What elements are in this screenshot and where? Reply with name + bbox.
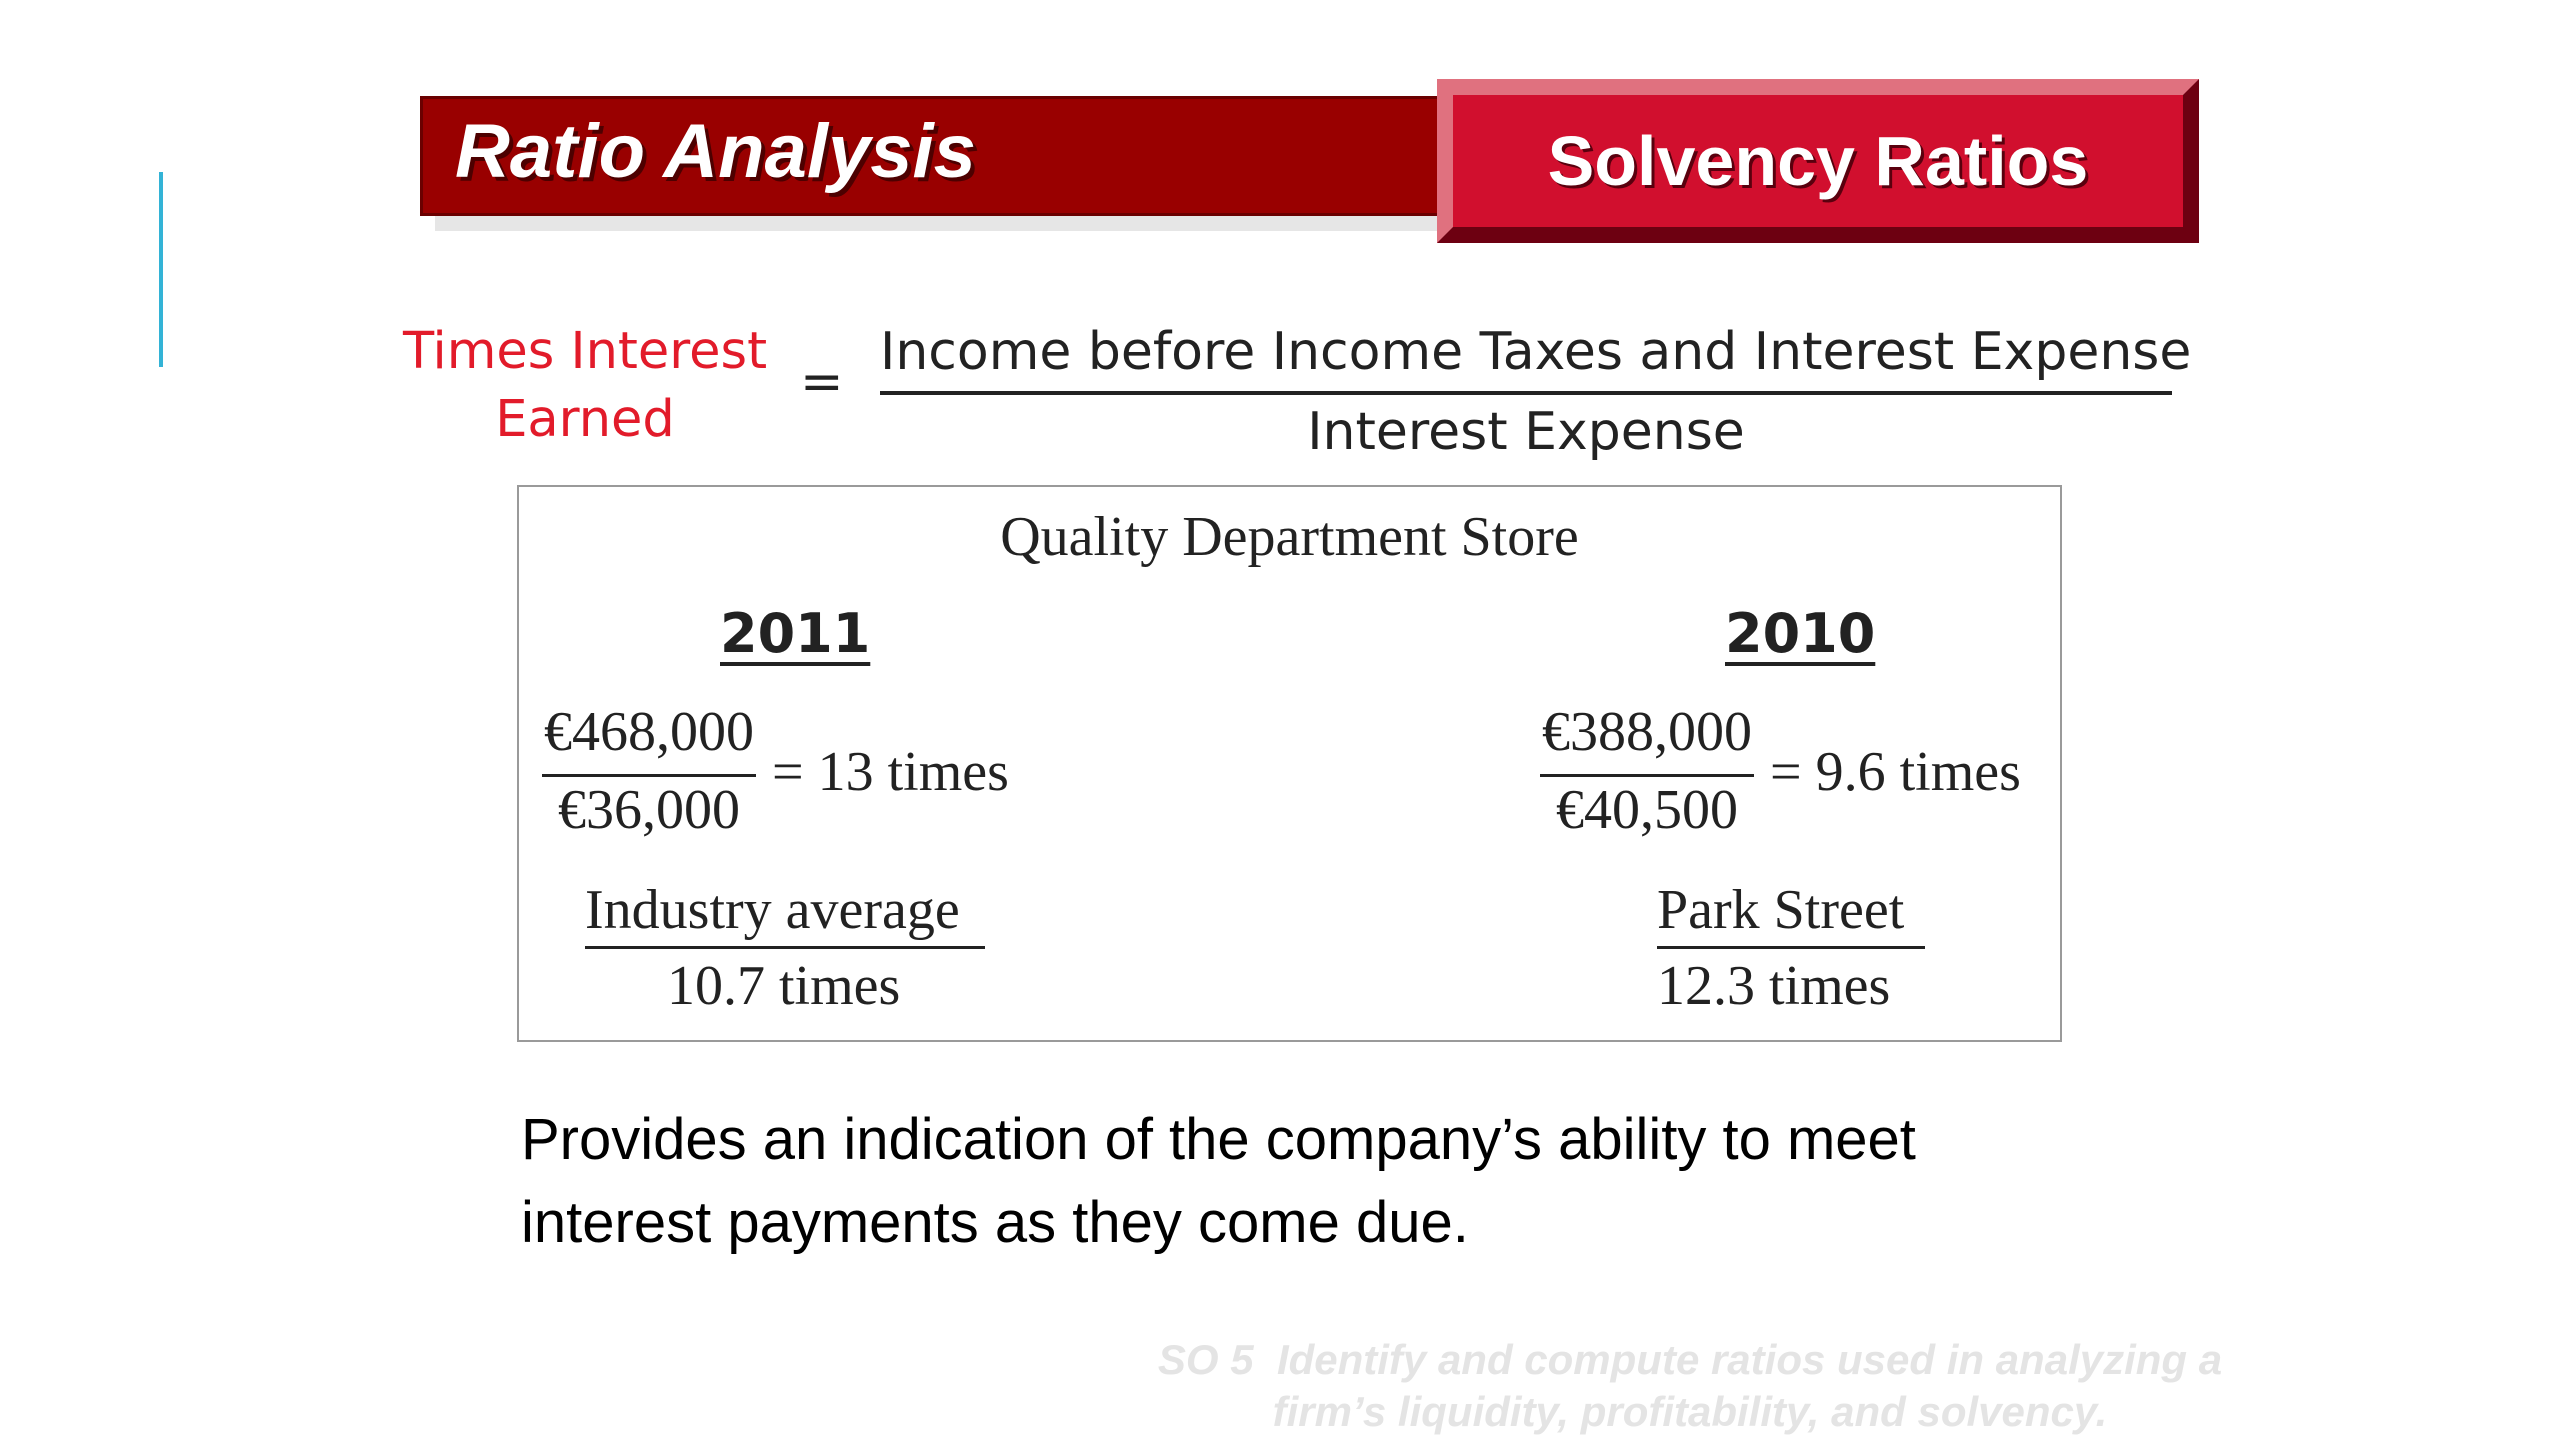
- slide-subtitle: Solvency Ratios: [1547, 122, 2089, 200]
- description-line1: Provides an indication of the company’s ability to meet: [521, 1107, 1916, 1172]
- slide-title: Ratio Analysis: [455, 109, 976, 194]
- industry-average-label: Industry average: [585, 879, 960, 941]
- description-line2: interest payments as they come due.: [521, 1190, 1469, 1255]
- formula-label-line2: Earned: [495, 390, 675, 449]
- formula-label-line1: Times Interest: [402, 322, 768, 381]
- numerator-2011: €468,000: [544, 701, 754, 763]
- formula-denominator: Interest Expense: [1307, 402, 1745, 462]
- denominator-2010: €40,500: [1556, 779, 1738, 841]
- denominator-2011: €36,000: [558, 779, 740, 841]
- industry-average-rule: [585, 946, 985, 949]
- formula-fraction-bar: [880, 391, 2172, 395]
- numerator-2010: €388,000: [1542, 701, 1752, 763]
- footer-line2: firm’s liquidity, profitability, and solvency.: [1272, 1388, 2108, 1435]
- competitor-rule: [1657, 946, 1925, 949]
- competitor-label: Park Street: [1657, 879, 1905, 941]
- industry-average-value: 10.7 times: [667, 955, 901, 1017]
- company-name: Quality Department Store: [1000, 506, 1579, 568]
- fraction-bar-2010: [1540, 774, 1754, 777]
- footer-line1: SO 5 Identify and compute ratios used in analyzing a: [1157, 1336, 2223, 1383]
- description-text: [521, 1098, 2221, 1264]
- formula-numerator: Income before Income Taxes and Interest Expense: [880, 322, 2192, 382]
- year-2010-heading: 2010: [1725, 602, 1876, 665]
- competitor-value: 12.3 times: [1657, 955, 1891, 1017]
- formula-label: [395, 318, 775, 454]
- formula-equals: =: [800, 352, 844, 412]
- year-2011-heading: 2011: [720, 602, 871, 665]
- result-2011: = 13 times: [772, 741, 1009, 803]
- study-objective-footer: [1040, 1334, 2340, 1438]
- fraction-bar-2011: [542, 774, 756, 777]
- result-2010: = 9.6 times: [1770, 741, 2021, 803]
- accent-line: [159, 172, 163, 367]
